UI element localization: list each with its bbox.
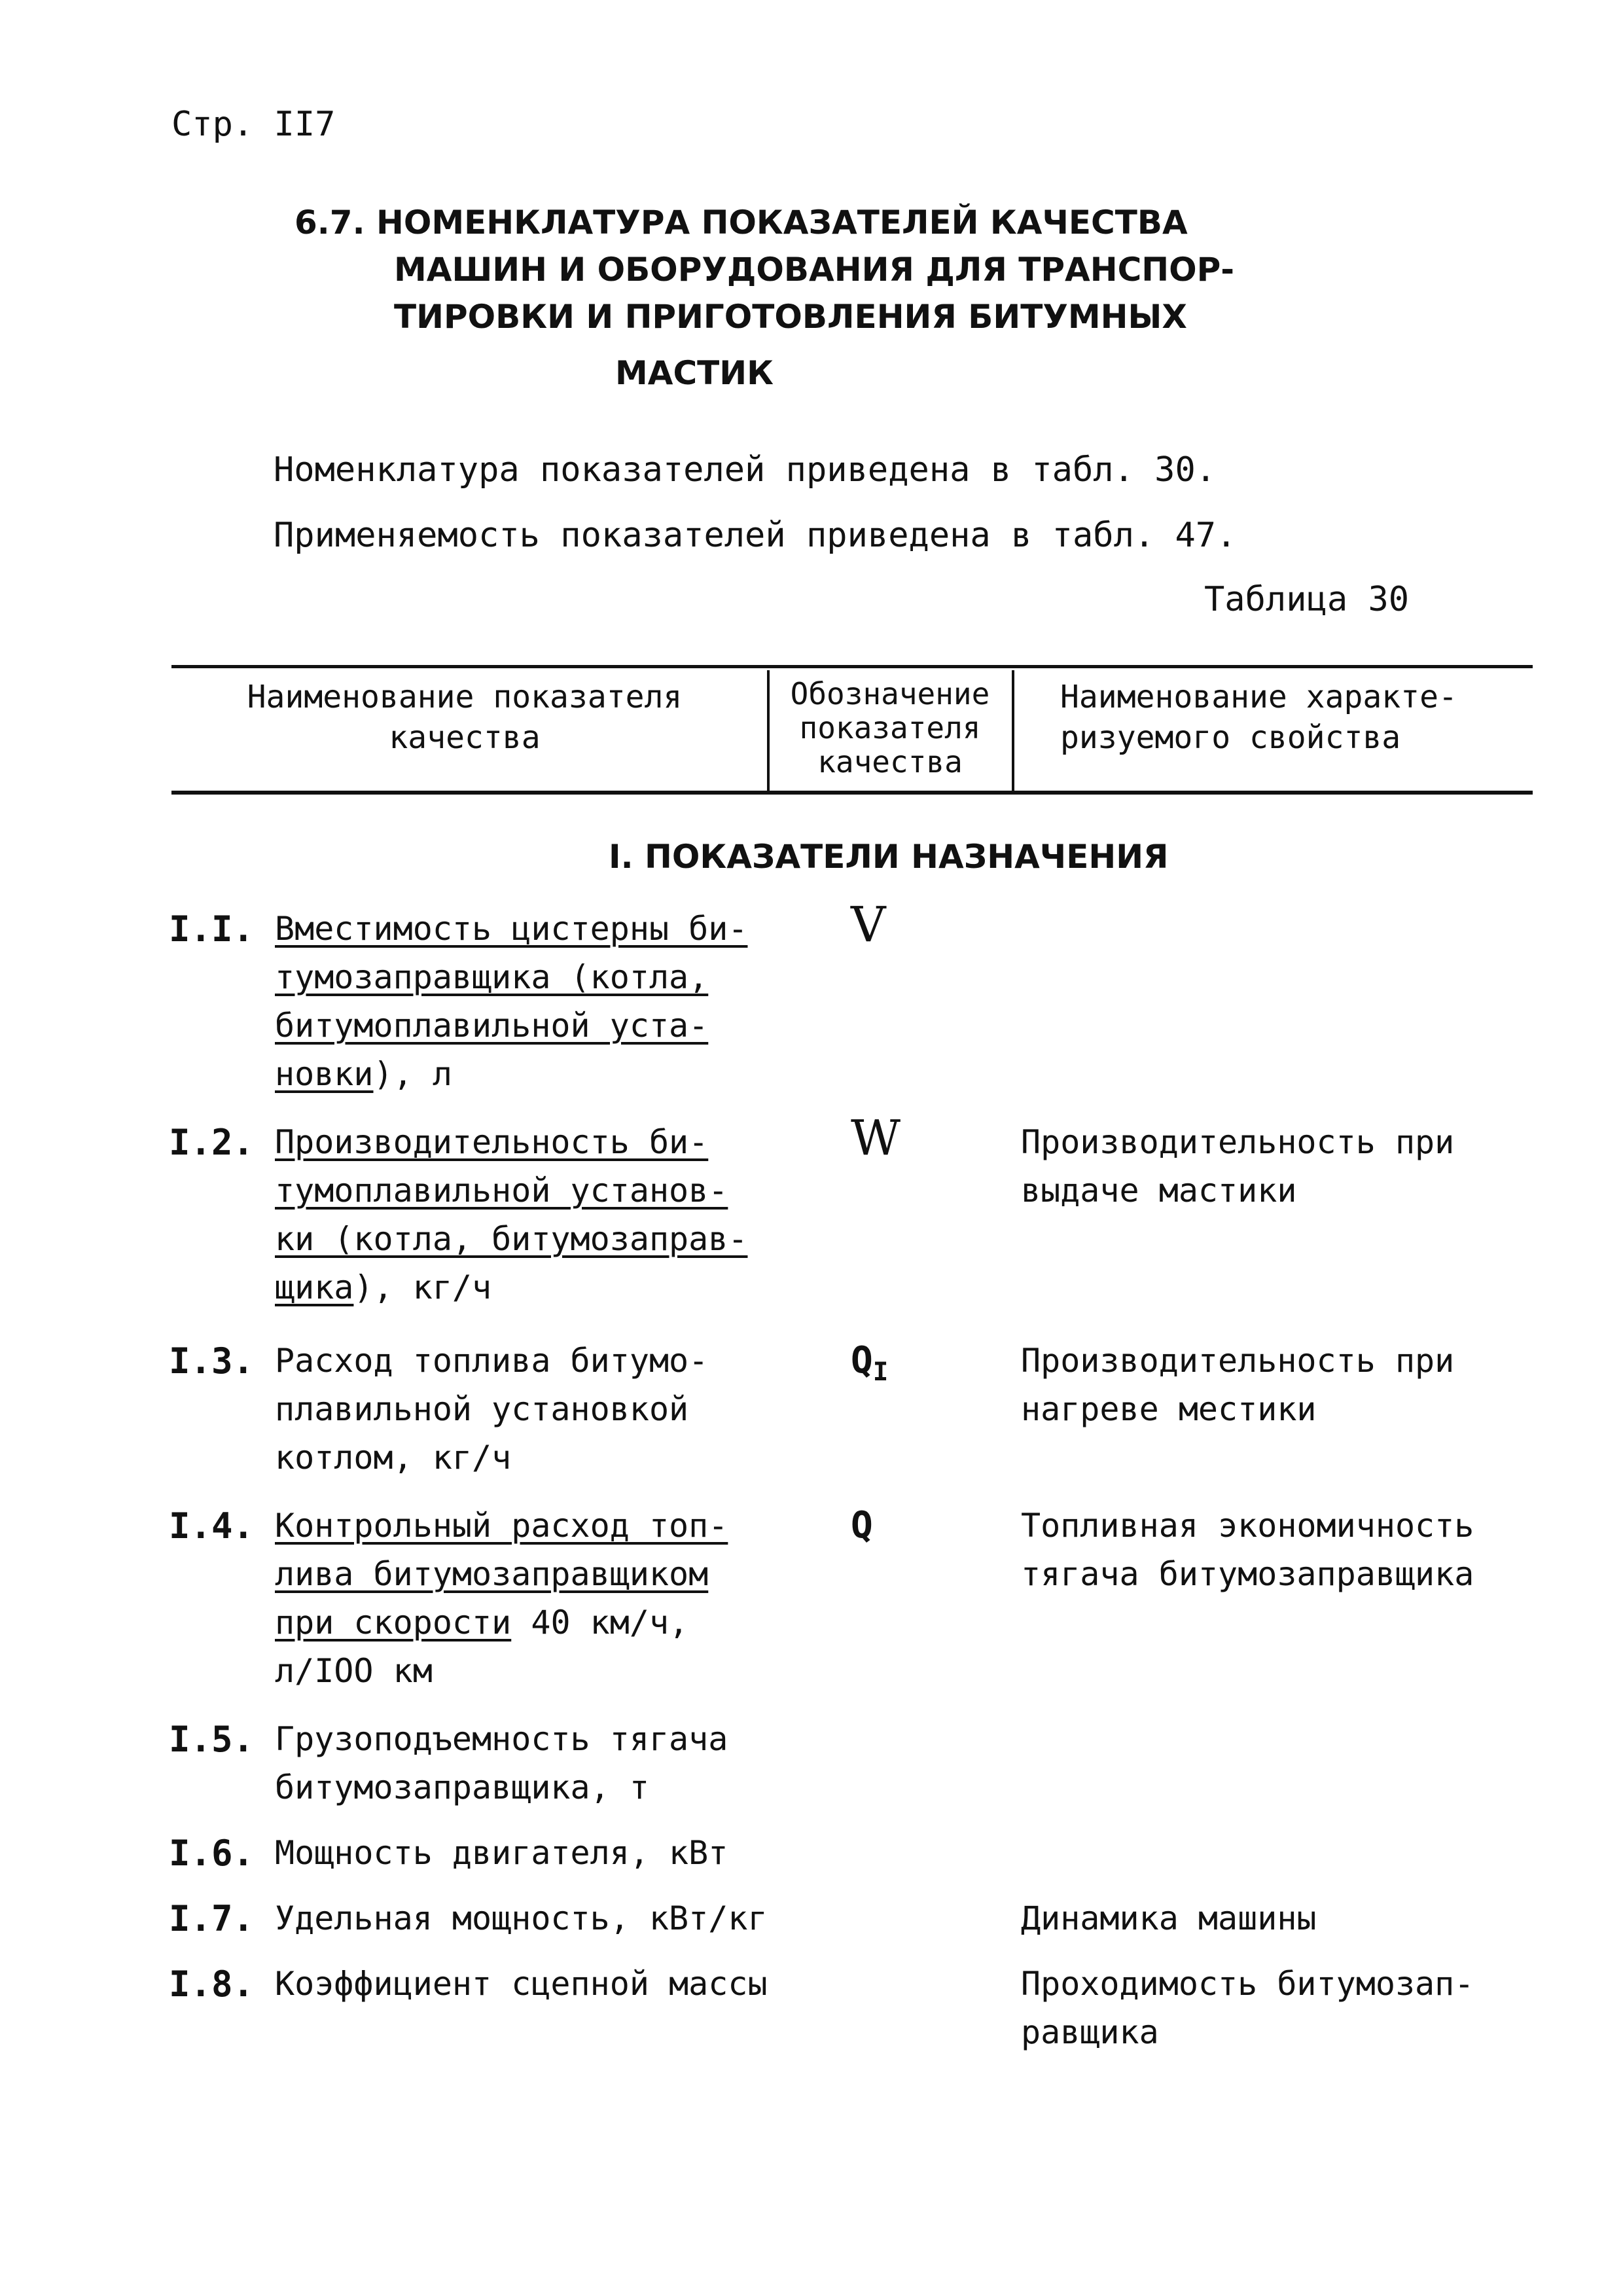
indicator-name-underlined-part: новки: [275, 1055, 374, 1093]
indicator-name: Расход топлива битумо- плавильной установкой котлом, кг/ч: [275, 1342, 709, 1477]
row-number: I.3.: [169, 1340, 255, 1382]
row-number: I.8.: [169, 1964, 255, 2005]
row-number: I.6.: [169, 1833, 255, 1874]
row-number: I.I.: [169, 908, 255, 950]
characterized-property: Производительность при нагреве местики: [1021, 1342, 1455, 1428]
indicator-name-unit-part: 40 км/ч,: [511, 1604, 689, 1641]
table-header-indicator-name: Наименование показателя качества: [247, 679, 683, 756]
paragraph-applicability: Применяемость показателей приведена в табл. 47.: [274, 516, 1237, 555]
row-number: I.2.: [169, 1122, 255, 1163]
indicator-name-underlined-part: при скорости: [275, 1604, 512, 1641]
section-heading-line-1: 6.7. НОМЕНКЛАТУРА ПОКАЗАТЕЛЕЙ КАЧЕСТВА: [294, 204, 1188, 242]
characterized-property: Проходимость битумозап- равщика: [1021, 1965, 1474, 2051]
indicator-name-unit-part: ), л: [373, 1055, 452, 1093]
section-heading-line-4: МАСТИК: [615, 354, 774, 392]
section-heading-line-2: МАШИН И ОБОРУДОВАНИЯ ДЛЯ ТРАНСПОР-: [394, 251, 1235, 289]
indicator-name-unit-part: ), кг/ч: [353, 1268, 492, 1306]
table-header-property: Наименование характе- ризуемого свойства: [1060, 679, 1457, 756]
row-number: I.7.: [169, 1898, 255, 1939]
indicator-name-underlined-part: щика: [275, 1268, 354, 1306]
characterized-property: Топливная экономичность тягача битумозаправщика: [1021, 1507, 1474, 1593]
table-header-bottom-rule: [171, 791, 1533, 795]
page-number: Стр. II7: [171, 105, 336, 144]
indicator-name: Мощность двигателя, кВт: [275, 1834, 728, 1872]
section-heading-line-3: ТИРОВКИ И ПРИГОТОВЛЕНИЯ БИТУМНЫХ: [394, 298, 1187, 336]
table-header-designation: Обозначение показателя качества: [790, 676, 990, 780]
indicator-symbol: V: [851, 897, 886, 953]
indicator-name: Контрольный расход топ- лива битумозаправщиком при скорости 40 км/ч, л/IOO км: [275, 1507, 728, 1690]
indicator-symbol: W: [851, 1110, 901, 1166]
indicator-name: Вместимость цистерны би- тумозаправщика (котла, битумоплавильной уста- новки), л: [275, 910, 748, 1093]
table-column-divider-2: [1012, 670, 1014, 791]
row-number: I.5.: [169, 1719, 255, 1760]
indicator-name: Грузоподъемность тягача битумозаправщика, т: [275, 1720, 728, 1806]
characterized-property: Динамика машины: [1021, 1899, 1317, 1937]
table-section-title: I. ПОКАЗАТЕЛИ НАЗНАЧЕНИЯ: [609, 838, 1169, 876]
table-column-divider-1: [767, 670, 770, 791]
characterized-property: Производительность при выдаче мастики: [1021, 1123, 1455, 1210]
indicator-name: Производительность би- тумоплавильной установ- ки (котла, битумозаправ- щика), кг/ч: [275, 1123, 748, 1306]
paragraph-nomenclature: Номенклатура показателей приведена в табл. 30.: [274, 450, 1217, 490]
indicator-name: Коэффициент сцепной массы: [275, 1965, 768, 2003]
indicator-symbol: $Q_I$: [851, 1339, 889, 1388]
table-caption: Таблица 30: [1204, 580, 1410, 619]
indicator-symbol: Q: [851, 1504, 873, 1547]
indicator-name: Удельная мощность, кВт/кг: [275, 1899, 768, 1937]
row-number: I.4.: [169, 1505, 255, 1547]
table-top-rule: [171, 665, 1533, 668]
